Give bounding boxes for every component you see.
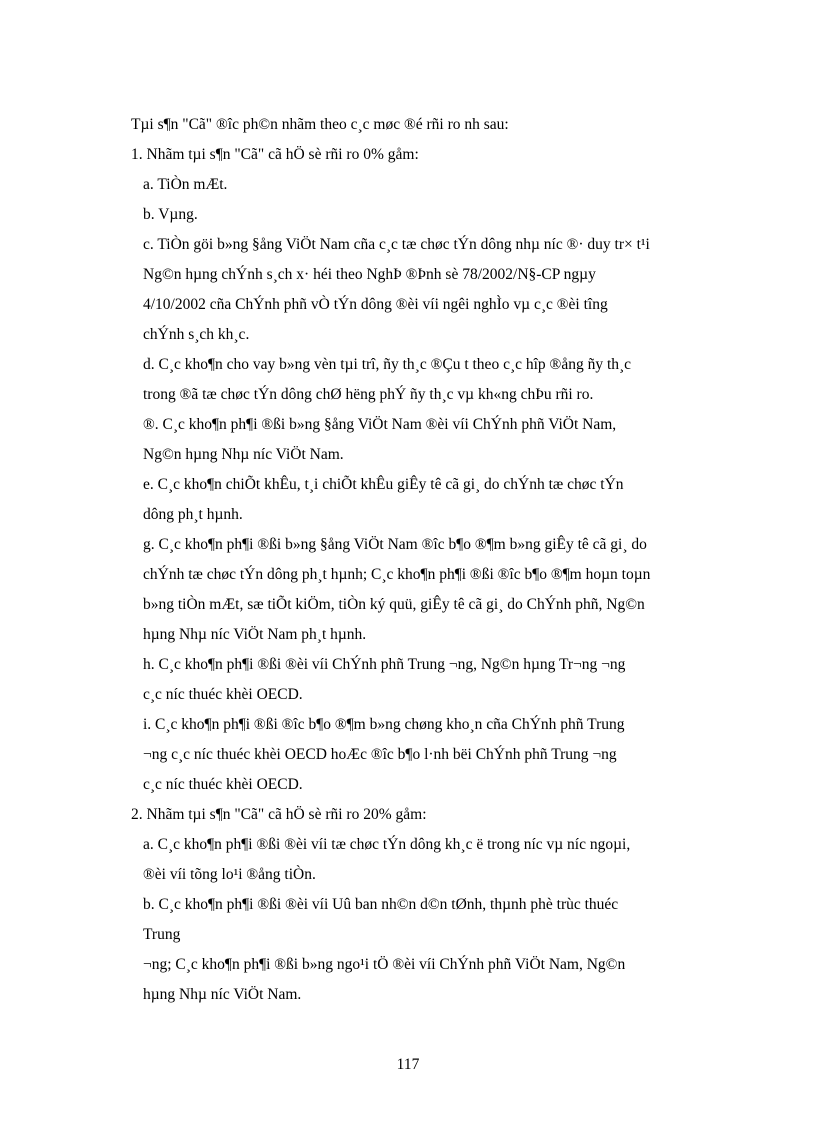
item-c-line: 4/10/2002 cña ChÝnh phñ vÒ tÝn dông ®èi víi ngêi nghÌo vµ c¸c ®èi tîng <box>143 296 608 313</box>
item-g-line: hµng Nhµ níc ViÖt Nam ph¸t hµnh. <box>143 626 367 643</box>
intro-line: Tµi s¶n "Cã" ®îc ph©n nhãm theo c¸c møc ®é rñi ro nh sau: <box>131 116 509 133</box>
item-c-line: c. TiÒn göi b»ng §ång ViÖt Nam cña c¸c tæ chøc tÝn dông nhµ níc ®· duy tr× t¹i <box>143 236 650 253</box>
item-2a-line: a. C¸c kho¶n ph¶i ®ßi ®èi víi tæ chøc tÝn dông kh¸c ë trong níc vµ níc ngoµi, <box>143 836 631 853</box>
item-g-line: g. C¸c kho¶n ph¶i ®ßi b»ng §ång ViÖt Nam ®îc b¶o ®¶m b»ng giÊy tê cã gi¸ do <box>143 536 647 553</box>
item-i-line: i. C¸c kho¶n ph¶i ®ßi ®îc b¶o ®¶m b»ng chøng kho¸n cña ChÝnh phñ Trung <box>143 716 625 733</box>
item-g-line: b»ng tiÒn mÆt, sæ tiÕt kiÖm, tiÒn ký quü, giÊy tê cã gi¸ do ChÝnh phñ, Ng©n <box>143 596 645 613</box>
item-e-line: dông ph¸t hµnh. <box>143 506 243 523</box>
item-h-line: c¸c níc thuéc khèi OECD. <box>143 686 303 703</box>
group-2-heading: 2. Nhãm tµi s¶n "Cã" cã hÖ sè rñi ro 20% gåm: <box>131 806 427 823</box>
group-1-heading: 1. Nhãm tµi s¶n "Cã" cã hÖ sè rñi ro 0% gåm: <box>131 146 419 163</box>
item-h-line: h. C¸c kho¶n ph¶i ®ßi ®èi víi ChÝnh phñ Trung ¬ng, Ng©n hµng Tr¬ng ¬ng <box>143 656 626 673</box>
item-2b-line: hµng Nhµ níc ViÖt Nam. <box>143 986 302 1003</box>
item-d-line: trong ®ã tæ chøc tÝn dông chØ hëng phÝ ñy th¸c vµ kh«ng chÞu rñi ro. <box>143 386 594 403</box>
item-b-line: b. Vµng. <box>143 206 198 223</box>
item-2b-line: ¬ng; C¸c kho¶n ph¶i ®ßi b»ng ngo¹i tÖ ®èi víi ChÝnh phñ ViÖt Nam, Ng©n <box>143 956 626 973</box>
item-2b-line: b. C¸c kho¶n ph¶i ®ßi ®èi víi Uû ban nh©n d©n tØnh, thµnh phè trùc thuéc <box>143 896 619 913</box>
item-2a-line: ®èi víi tõng lo¹i ®ång tiÒn. <box>143 866 316 883</box>
item-e-line: e. C¸c kho¶n chiÕt khÊu, t¸i chiÕt khÊu giÊy tê cã gi¸ do chÝnh tæ chøc tÝn <box>143 476 624 493</box>
item-i-line: ¬ng c¸c níc thuéc khèi OECD hoÆc ®îc b¶o l·nh bëi ChÝnh phñ Trung ¬ng <box>143 746 617 763</box>
item-c-line: chÝnh s¸ch kh¸c. <box>143 326 250 343</box>
page-number: 117 <box>396 1056 420 1073</box>
item-2b-line: Trung <box>143 926 181 943</box>
item-d-line: d. C¸c kho¶n cho vay b»ng vèn tµi trî, ñy th¸c ®Çu t theo c¸c hîp ®ång ñy th¸c <box>143 356 632 373</box>
item-a-line: a. TiÒn mÆt. <box>143 176 228 193</box>
item-i-line: c¸c níc thuéc khèi OECD. <box>143 776 303 793</box>
item-dd-line: ®. C¸c kho¶n ph¶i ®ßi b»ng §ång ViÖt Nam ®èi víi ChÝnh phñ ViÖt Nam, <box>143 416 617 433</box>
item-c-line: Ng©n hµng chÝnh s¸ch x· héi theo NghÞ ®Þnh sè 78/2002/N§-CP ngµy <box>143 266 596 283</box>
item-dd-line: Ng©n hµng Nhµ níc ViÖt Nam. <box>143 446 344 463</box>
item-g-line: chÝnh tæ chøc tÝn dông ph¸t hµnh; C¸c kho¶n ph¶i ®ßi ®îc b¶o ®¶m hoµn toµn <box>143 566 651 583</box>
